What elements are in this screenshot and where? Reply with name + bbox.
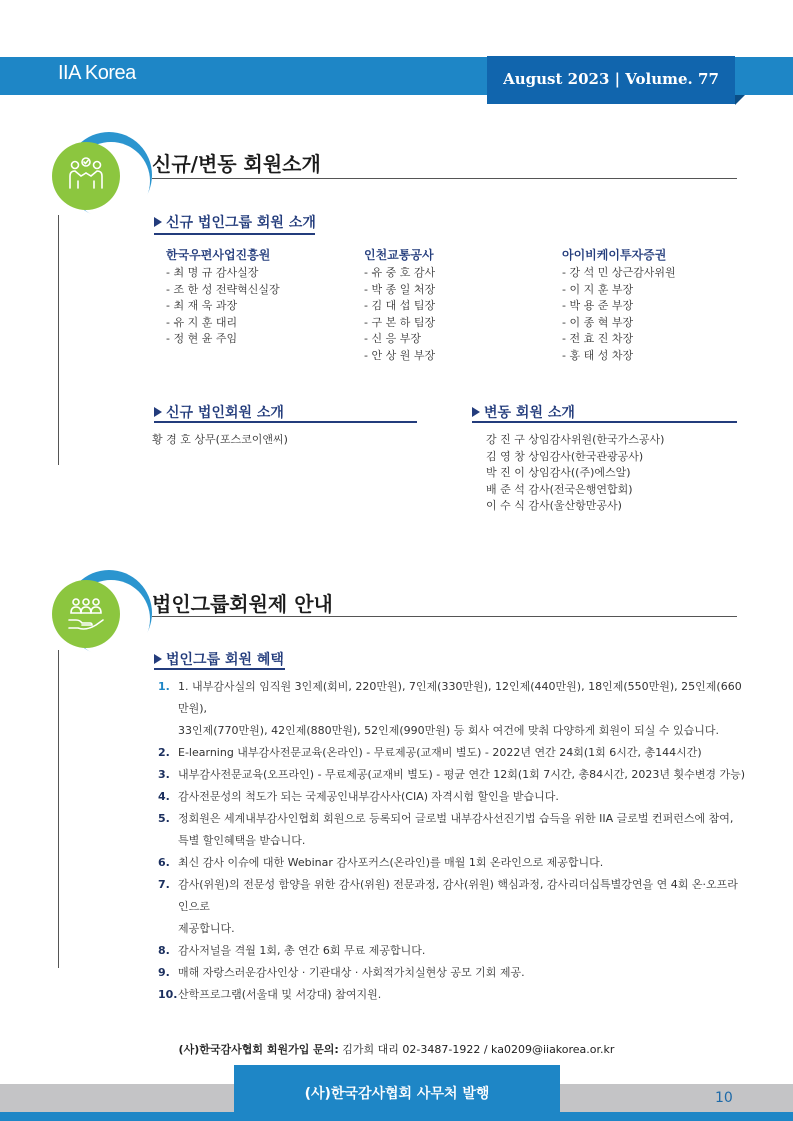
org-column: [364, 246, 435, 364]
corporate-members-list: [152, 432, 288, 449]
brand-logo-text: IIA Korea: [58, 62, 136, 84]
benefit-item: 10. 산학프로그램(서울대 및 서강대) 참여지원.: [158, 988, 382, 1001]
member-item: - 박 용 준 부장: [562, 299, 634, 312]
member-item: - 안 상 원 부장: [364, 348, 436, 362]
member-item: - 신 응 부장: [364, 332, 421, 345]
member-item: 황 경 호 상무(포스코이앤씨): [152, 433, 288, 446]
member-item: - 최 재 욱 과장: [166, 299, 238, 312]
member-item: - 이 종 혁 부장: [562, 315, 634, 329]
group-care-icon: [66, 594, 106, 634]
member-item: 배 준 석 감사(전국은행연합회): [486, 482, 633, 496]
member-item: - 유 지 훈 대리: [166, 315, 238, 329]
group-members-heading: 신규 법인그룹 회원 소개: [154, 212, 316, 232]
member-item: - 박 종 일 처장: [364, 282, 436, 296]
benefit-item: 1. 1. 내부감사실의 임직원 3인제(회비, 220만원), 7인제(330만원), 12인제(440만원), 18인제(550만원), 25인제(660만원), 33인제(770만원), 42인제(880만원), 52인제(990만원) 등 회사 여건에 맞춰 다양하게 회원이 되실 수 있습니다.: [158, 680, 742, 737]
footer-publisher: (사)한국감사협회 사무처 발행: [304, 1086, 490, 1102]
changed-members-underline: [472, 421, 737, 423]
section2-title-rule: [152, 616, 737, 617]
issue-box-fold: [735, 95, 745, 105]
benefit-item: 7. 감사(위원)의 전문성 함양을 위한 감사(위원) 전문과정, 감사(위원) 핵심과정, 감사리더십특별강연을 연 4회 온·오프라인으로 제공합니다.: [158, 878, 738, 935]
member-item: 김 영 창 상임감사(한국관광공사): [486, 449, 644, 463]
org-column: [166, 246, 280, 348]
section2-side-rule: [58, 650, 59, 968]
changed-members-list: [486, 432, 664, 515]
section2-title: 법인그룹회원제 안내: [152, 592, 333, 616]
member-item: - 정 현 윤 주임: [166, 332, 238, 345]
contact-label: (사)한국감사협회 회원가입 문의:: [178, 1043, 339, 1056]
section1-title-rule: [152, 178, 737, 179]
benefits-heading: 법인그룹 회원 혜택: [154, 649, 284, 669]
member-item: - 유 중 호 감사: [364, 266, 436, 279]
section1-title: 신규/변동 회원소개: [152, 152, 321, 176]
benefit-item: 3. 내부감사전문교육(오프라인) - 무료제공(교재비 별도) - 평균 연간 12회(1회 7시간, 총84시간, 2023년 횟수변경 가능): [158, 768, 746, 781]
section1-side-rule: [58, 215, 59, 465]
section1-icon-badge: [52, 132, 152, 222]
member-item: - 조 한 성 전략혁신실장: [166, 282, 280, 296]
changed-members-heading: 변동 회원 소개: [472, 402, 575, 422]
member-item: 박 진 이 상임감사((주)에스알): [486, 466, 631, 479]
group-members-underline: [154, 233, 315, 235]
benefit-item: 5. 정회원은 세계내부감사인협회 회원으로 등록되어 글로벌 내부감사선진기법 습득을 위한 IIA 글로벌 컨퍼런스에 참여, 특별 할인혜택을 받습니다.: [158, 812, 734, 847]
handshake-people-icon: [66, 156, 106, 196]
corporate-members-heading: 신규 법인회원 소개: [154, 402, 284, 422]
member-item: - 김 대 섭 팀장: [364, 299, 436, 312]
member-item: 강 진 구 상임감사위원(한국가스공사): [486, 433, 665, 446]
benefit-item: 8. 감사저널을 격월 1회, 총 연간 6회 무료 제공합니다.: [158, 944, 426, 957]
benefit-item: 4. 감사전문성의 척도가 되는 국제공인내부감사사(CIA) 자격시험 할인을 받습니다.: [158, 790, 559, 803]
section2-icon-badge: [52, 570, 152, 660]
benefits-underline: [154, 668, 285, 670]
org-name: 한국우편사업진흥원: [166, 248, 271, 262]
org-name: 아이비케이투자증권: [562, 248, 667, 262]
member-item: - 전 효 진 차장: [562, 332, 634, 345]
member-item: - 홍 태 성 차장: [562, 348, 634, 362]
org-column: [562, 246, 676, 364]
contact-value: 김가희 대리 02-3487-1922 / ka0209@iiakorea.or.kr: [338, 1043, 615, 1056]
benefit-item: 6. 최신 감사 이슈에 대한 Webinar 감사포커스(온라인)를 매월 1회 온라인으로 제공합니다.: [158, 856, 604, 869]
benefits-list: [158, 676, 748, 1006]
membership-contact: [0, 1041, 793, 1057]
issue-label: August 2023 | Volume. 77: [503, 70, 719, 88]
member-item: - 강 석 민 상근감사위원: [562, 266, 676, 279]
member-item: - 이 지 훈 부장: [562, 282, 634, 296]
member-item: 이 수 식 감사(울산항만공사): [486, 499, 622, 512]
org-name: 인천교통공사: [364, 248, 434, 262]
page-number: 10: [715, 1090, 733, 1106]
member-item: - 최 명 규 감사실장: [166, 266, 259, 279]
corporate-members-underline: [154, 421, 417, 423]
member-item: - 구 본 하 팀장: [364, 315, 436, 329]
benefit-item: 9. 매해 자랑스러운감사인상 · 기관대상 · 사회적가치실현상 공모 기회 제공.: [158, 966, 525, 979]
benefit-item: 2. E-learning 내부감사전문교육(온라인) - 무료제공(교재비 별도) - 2022년 연간 24회(1회 6시간, 총144시간): [158, 746, 702, 759]
